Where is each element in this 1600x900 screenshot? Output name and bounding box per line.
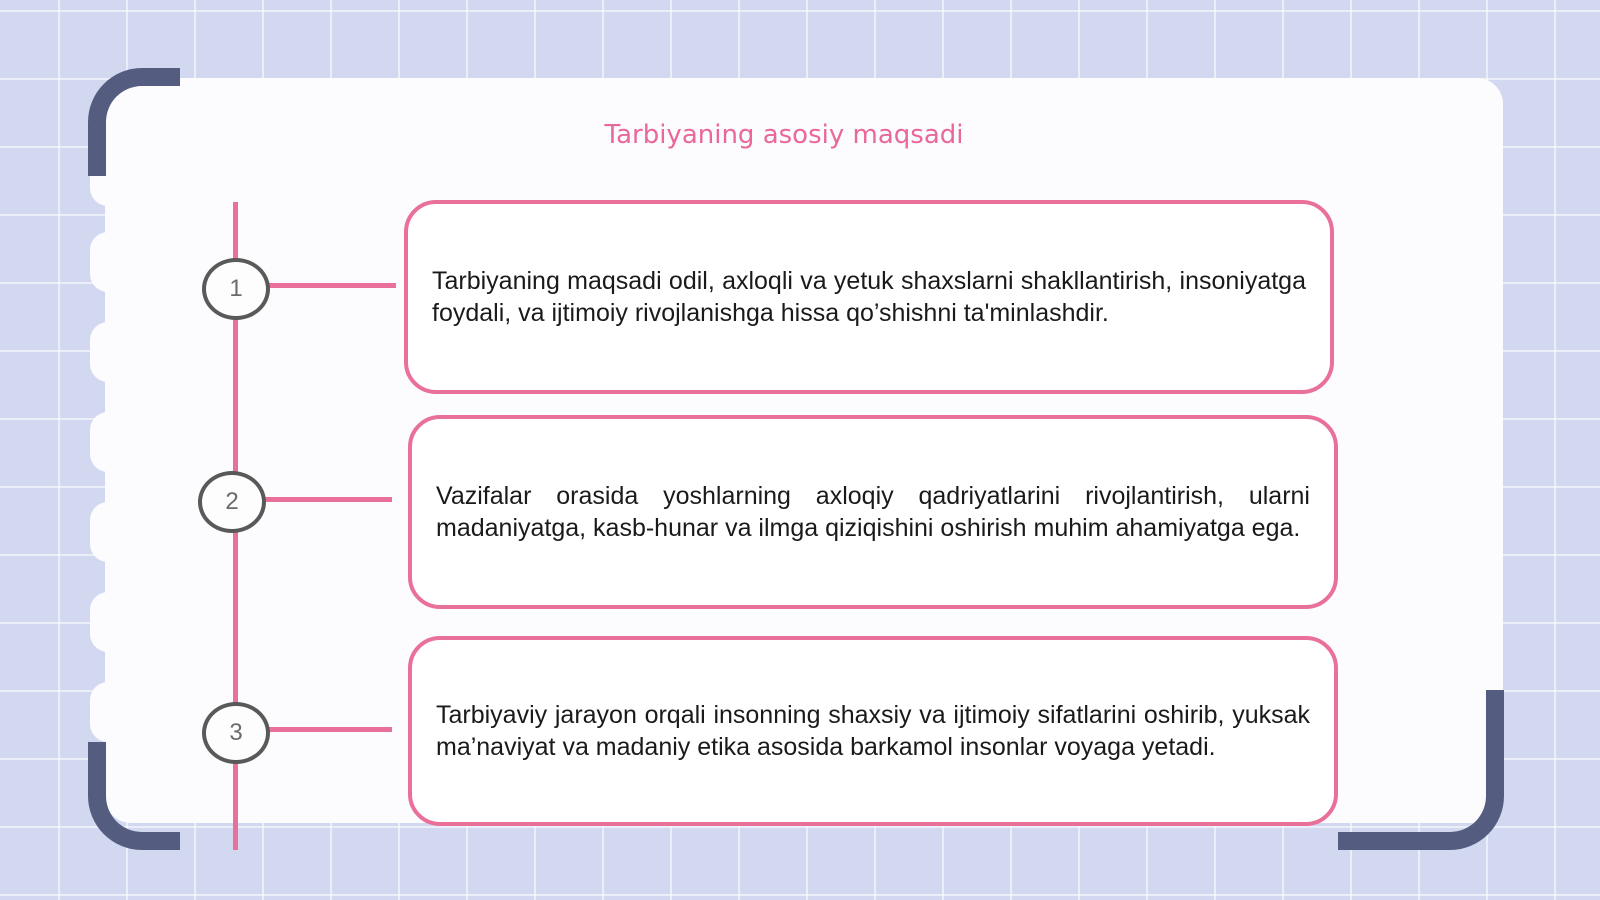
- step-number-3: 3: [202, 702, 270, 764]
- step-text-2: Vazifalar orasida yoshlarning axloqiy qadriyatlarini rivojlantirish, ularni madaniyatga, kasb-hunar va ilmga qiziqishini oshirish muhim ahamiyatga ega.: [436, 482, 1310, 542]
- step-card-3: [408, 636, 1338, 826]
- step-card-2: [408, 415, 1338, 609]
- step-number-1: 1: [202, 258, 270, 320]
- timeline-connector-1: [264, 283, 396, 288]
- step-card-1: [404, 200, 1334, 394]
- corner-bracket-bottom-right: [1338, 690, 1504, 850]
- slide-title-text: Tarbiyaning asosiy maqsadi: [604, 120, 964, 150]
- timeline-connector-3: [264, 727, 392, 732]
- step-text-3: Tarbiyaviy jarayon orqali insonning shaxsiy va ijtimoiy sifatlarini oshirib, yuksak ma’naviyat va madaniy etika asosida barkamol insonlar voyaga yetadi.: [436, 701, 1310, 761]
- step-text-1: Tarbiyaning maqsadi odil, axloqli va yetuk shaxslarni shakllantirish, insoniyatga foydali, va ijtimoiy rivojlanishga hissa qo’shishni ta'minlashdir.: [432, 267, 1306, 327]
- timeline-connector-2: [262, 497, 392, 502]
- corner-bracket-bottom-left: [88, 742, 180, 850]
- step-number-2: 2: [198, 471, 266, 533]
- slide-title: [0, 120, 1600, 150]
